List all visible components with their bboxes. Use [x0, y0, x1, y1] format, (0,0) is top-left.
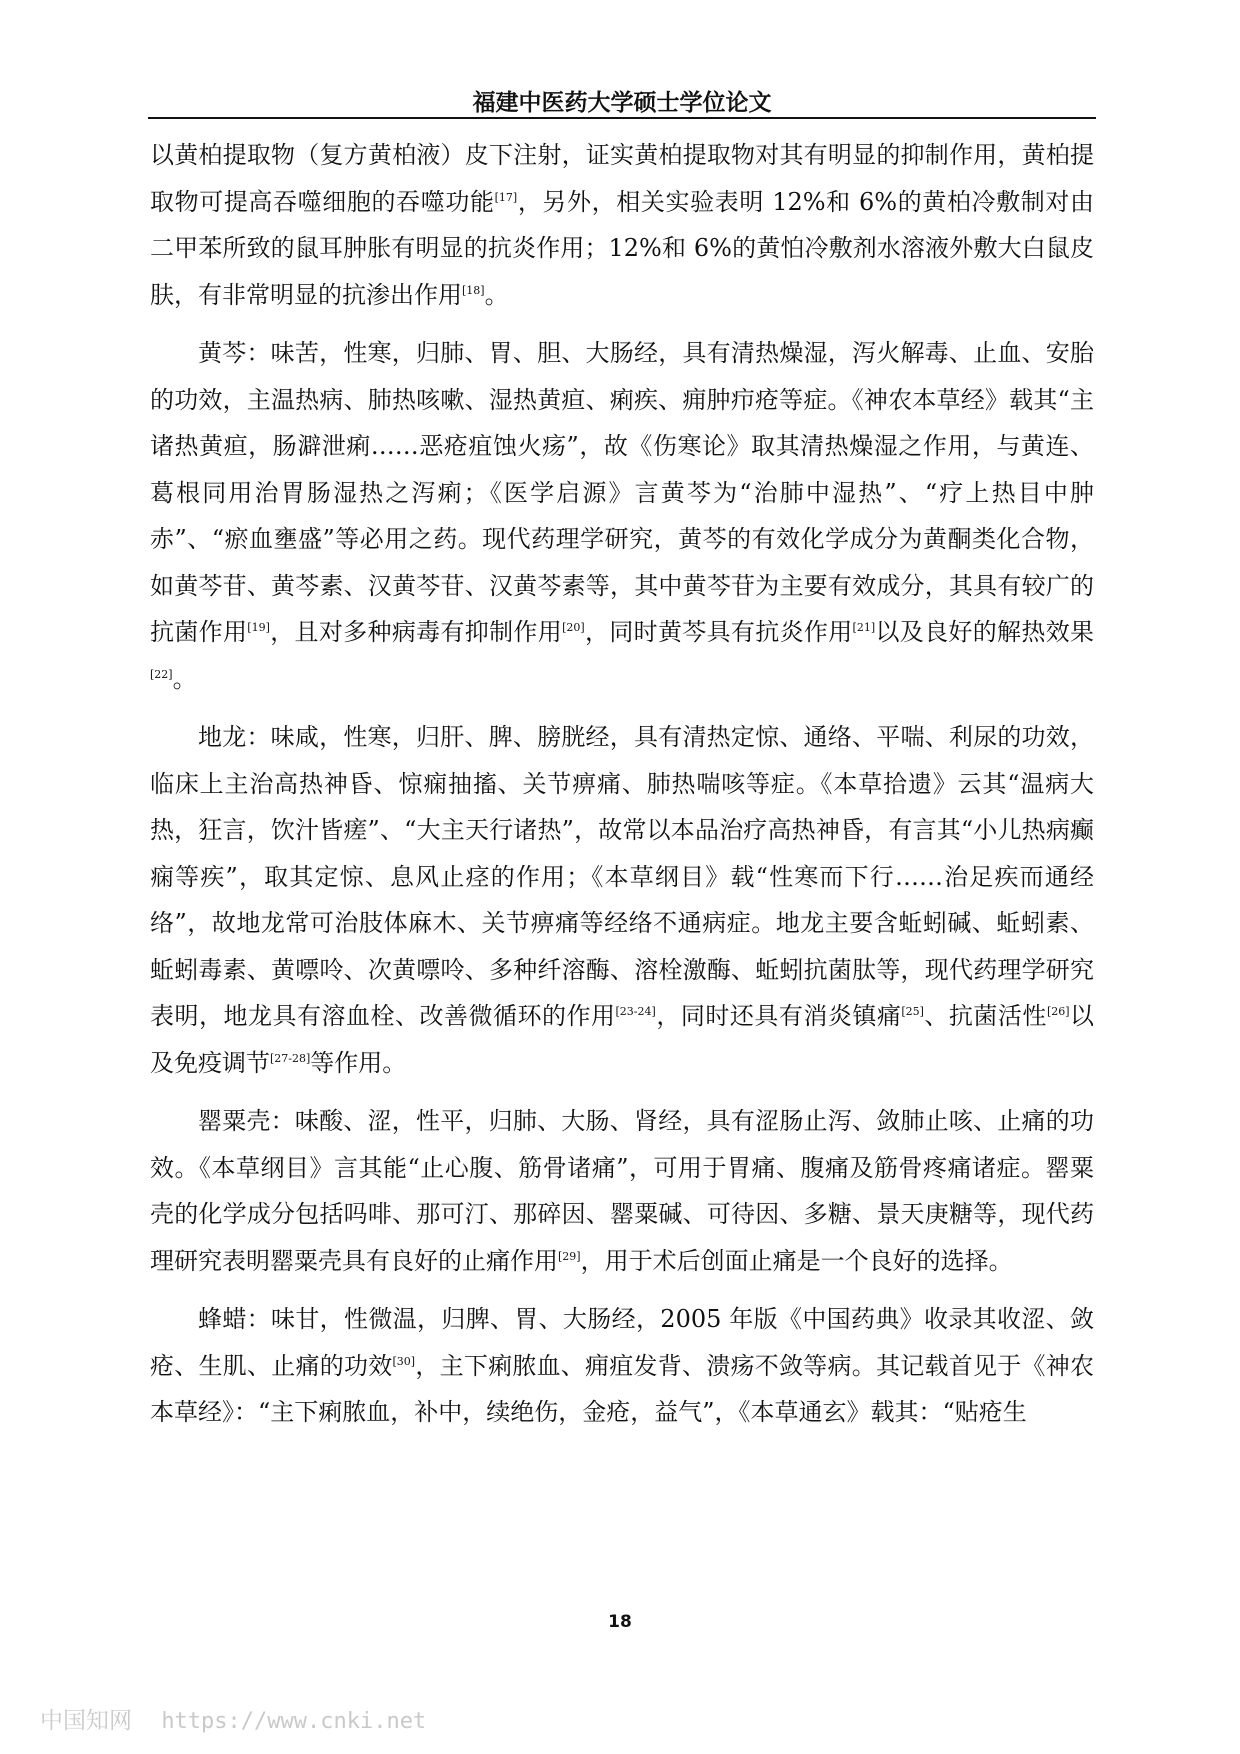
thesis-body-text	[150, 132, 1094, 1448]
citation-ref: [30]	[392, 1354, 416, 1368]
text-run: 等作用。	[310, 1048, 407, 1077]
text-run: ，另外，相关实验表明 12%和 6%的黄柏冷敷制对由二甲苯所致的鼠耳肿胀有明显的抗炎作用；12%和 6%的黄怕冷敷剂水溶液外敷大白鼠皮肤，有非常明显的抗渗出作用	[150, 187, 1094, 309]
citation-ref: [25]	[901, 1005, 924, 1018]
cnki-logo-text: 中国知网	[40, 1708, 132, 1734]
body-paragraph	[150, 714, 1094, 1086]
citation-ref: [23-24]	[615, 1005, 656, 1018]
body-paragraph	[150, 1098, 1094, 1284]
text-run: ，用于术后创面止痛是一个良好的选择。	[580, 1246, 1013, 1275]
cnki-watermark	[40, 1702, 426, 1735]
text-run: 罂粟壳：味酸、涩，性平，归肺、大肠、肾经，具有涩肠止泻、敛肺止咳、止痛的功效。《本草纲目》言其能“止心腹、筋骨诸痛”，可用于胃痛、腹痛及筋骨疼痛诸症。罂粟壳的化学成分包括吗啡、那可汀、那碎因、罂粟碱、可待因、多糖、景天庚糖等，现代药理研究表明罂粟壳具有良好的止痛作用	[150, 1107, 1094, 1275]
text-run: 以及良好的解热效果	[875, 618, 1095, 646]
body-paragraph	[150, 1296, 1094, 1436]
citation-ref: [21]	[852, 621, 876, 634]
text-run: ，同时还具有消炎镇痛	[655, 1002, 902, 1030]
text-run: 以黄柏提取物（复方黄柏液）皮下注射，证实黄柏提取物对其有明显的抑制作用，黄柏提取物可提高吞噬细胞的吞噬功能	[150, 141, 1094, 216]
text-run: 蜂蜡：味甘，性微温，归脾、胃、大肠经，2005 年版《中国药典》收录其收涩、敛疮、生肌、止痛的功效	[150, 1305, 1094, 1380]
body-paragraph	[150, 132, 1094, 318]
body-paragraph	[150, 330, 1094, 702]
text-run: 地龙：味咸，性寒，归肝、脾、膀胱经，具有清热定惊、通络、平喘、利尿的功效，临床上主治高热神昏、惊痫抽搐、关节痹痛、肺热喘咳等症。《本草拾遗》云其“温病大热，狂言，饮汁皆瘥”、“大主天行诸热”，故常以本品治疗高热神昏，有言其“小儿热病癫痫等疾”，取其定惊、息风止痉的作用；《本草纲目》载“性寒而下行……治足疾而通经络”，故地龙常可治肢体麻木、关节痹痛等经络不通病症。地龙主要含蚯蚓碱、蚯蚓素、蚯蚓毒素、黄嘌呤、次黄嘌呤、多种纤溶酶、溶栓激酶、蚯蚓抗菌肽等，现代药理学研究表明，地龙具有溶血栓、改善微循环的作用	[150, 723, 1094, 1030]
text-run: 黄芩：味苦，性寒，归肺、胃、胆、大肠经，具有清热燥湿，泻火解毒、止血、安胎的功效，主温热病、肺热咳嗽、湿热黄疸、痢疾、痈肿疖疮等症。《神农本草经》载其“主诸热黄疸，肠澼泄痢……恶疮疽蚀火疡”，故《伤寒论》取其清热燥湿之作用，与黄连、葛根同用治胃肠湿热之泻痢；《医学启源》言黄芩为“治肺中湿热”、“疗上热目中肿赤”、“瘀血壅盛”等必用之药。现代药理学研究，黄芩的有效化学成分为黄酮类化合物，如黄芩苷、黄芩素、汉黄芩苷、汉黄芩素等，其中黄芩苷为主要有效成分，其具有较广的抗菌作用	[150, 339, 1094, 646]
citation-ref: [29]	[558, 1249, 581, 1263]
running-header-title: 福建中医药大学硕士学位论文	[472, 90, 772, 116]
cnki-url: https://www.cnki.net	[161, 1709, 427, 1734]
text-run: 以及免疫调节	[150, 1002, 1095, 1077]
citation-ref: [20]	[562, 621, 585, 634]
header-rule	[148, 117, 1096, 119]
citation-ref: [26]	[1046, 1005, 1070, 1018]
citation-ref: [17]	[494, 190, 518, 204]
text-run: 、抗菌活性	[923, 1002, 1047, 1030]
text-run: 。	[484, 280, 509, 309]
page-number: 18	[608, 1612, 632, 1632]
citation-ref: [22]	[150, 667, 173, 681]
citation-ref: [27-28]	[270, 1051, 311, 1065]
text-run: ，且对多种病毒有抑制作用	[269, 618, 563, 646]
citation-ref: [18]	[462, 283, 485, 297]
text-run: 。	[172, 664, 197, 693]
text-run: ，主下痢脓血、痈疽发背、溃疡不敛等病。其记载首见于《神农本草经》：“主下痢脓血，补中，续绝伤，金疮，益气”，《本草通玄》载其：“贴疮生	[150, 1351, 1095, 1426]
text-run: ，同时黄芩具有抗炎作用	[584, 618, 853, 646]
citation-ref: [19]	[247, 621, 270, 634]
